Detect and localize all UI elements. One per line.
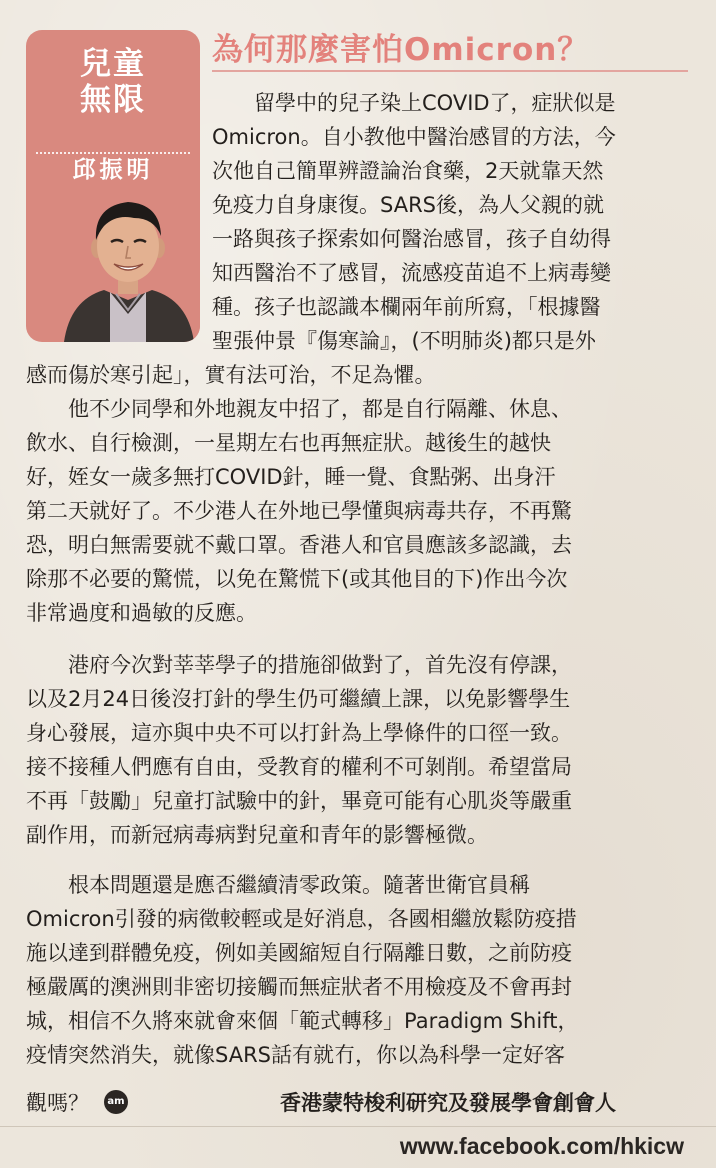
body-line: 免疫力自身康復。SARS後，為人父親的就 (212, 193, 605, 217)
footer-divider (0, 1126, 716, 1127)
body-line: 一路與孩子探索如何醫治感冒，孩子自幼得 (212, 227, 611, 251)
body-line: 疫情突然消失，就像SARS話有就冇，你以為科學一定好客 (26, 1043, 566, 1067)
body-line: 知西醫治不了感冒，流感疫苗追不上病毒變 (212, 261, 611, 285)
body-line: 第二天就好了。不少港人在外地已學懂與病毒共存，不再驚 (26, 499, 572, 523)
body-line: 身心發展，這亦與中央不可以打針為上學條件的口徑一致。 (26, 721, 572, 745)
website-url[interactable]: www.facebook.com/hkicw (399, 1133, 684, 1159)
body-line: 種。孩子也認識本欄兩年前所寫，「根據醫 (212, 295, 601, 319)
body-line: Omicron。自小教他中醫治感冒的方法，今 (212, 125, 616, 149)
body-line: 城，相信不久將來就會來個「範式轉移」Paradigm Shift， (26, 1009, 579, 1033)
column-name-line-1: 兒童 (80, 46, 146, 82)
body-line: 恐，明白無需要就不戴口罩。香港人和官員應該多認識，去 (26, 533, 572, 557)
am-logo-icon: am (104, 1090, 128, 1114)
body-line: 根本問題還是應否繼續清零政策。隨著世衛官員稱 (26, 873, 530, 897)
headline: 為何那麼害怕Omicron？ (212, 32, 590, 68)
body-line: 極嚴厲的澳洲則非密切接觸而無症狀者不用檢疫及不會再封 (26, 975, 572, 999)
body-line: 副作用，而新冠病毒病對兒童和青年的影響極微。 (26, 823, 488, 847)
column-name-line-2: 無限 (80, 82, 146, 118)
body-line: 港府今次對莘莘學子的措施卻做對了，首先沒有停課， (26, 653, 572, 677)
body-line: 聖張仲景『傷寒論』，(不明肺炎)都只是外 (212, 329, 596, 353)
body-line: 飲水、自行檢測，一星期左右也再無症狀。越後生的越快 (26, 431, 551, 455)
column-divider (36, 152, 190, 154)
author-portrait (56, 188, 200, 342)
body-line: 除那不必要的驚慌，以免在驚慌下(或其他目的下)作出今次 (26, 567, 568, 591)
author-name: 邱振明 (72, 157, 154, 183)
column-header-box (26, 30, 200, 342)
body-line: 以及2月24日後沒打針的學生仍可繼續上課，以免影響學生 (26, 687, 571, 711)
column-name (26, 46, 200, 118)
body-line: 次他自己簡單辨證論治食藥，2天就靠天然 (212, 159, 604, 183)
body-line: 好，姪女一歲多無打COVID針，睡一覺、食點粥、出身汗 (26, 465, 556, 489)
body-line: 感而傷於寒引起」，實有法可治，不足為懼。 (26, 363, 436, 387)
body-line: 施以達到群體免疫，例如美國縮短自行隔離日數，之前防疫 (26, 941, 572, 965)
body-line: 接不接種人們應有自由，受教育的權利不可剝削。希望當局 (26, 755, 572, 779)
body-line: Omicron引發的病徵較輕或是好消息，各國相繼放鬆防疫措 (26, 907, 577, 931)
body-line: 不再「鼓勵」兒童打試驗中的針，畢竟可能有心肌炎等嚴重 (26, 789, 572, 813)
headline-underline (212, 70, 688, 72)
author-affiliation: 香港蒙特梭利研究及發展學會創會人 (280, 1091, 616, 1115)
body-line: 觀嗎？ (26, 1091, 89, 1115)
body-line: 非常過度和過敏的反應。 (26, 601, 257, 625)
body-line: 他不少同學和外地親友中招了，都是自行隔離、休息、 (26, 397, 572, 421)
body-line: 留學中的兒子染上COVID了，症狀似是 (212, 91, 616, 115)
